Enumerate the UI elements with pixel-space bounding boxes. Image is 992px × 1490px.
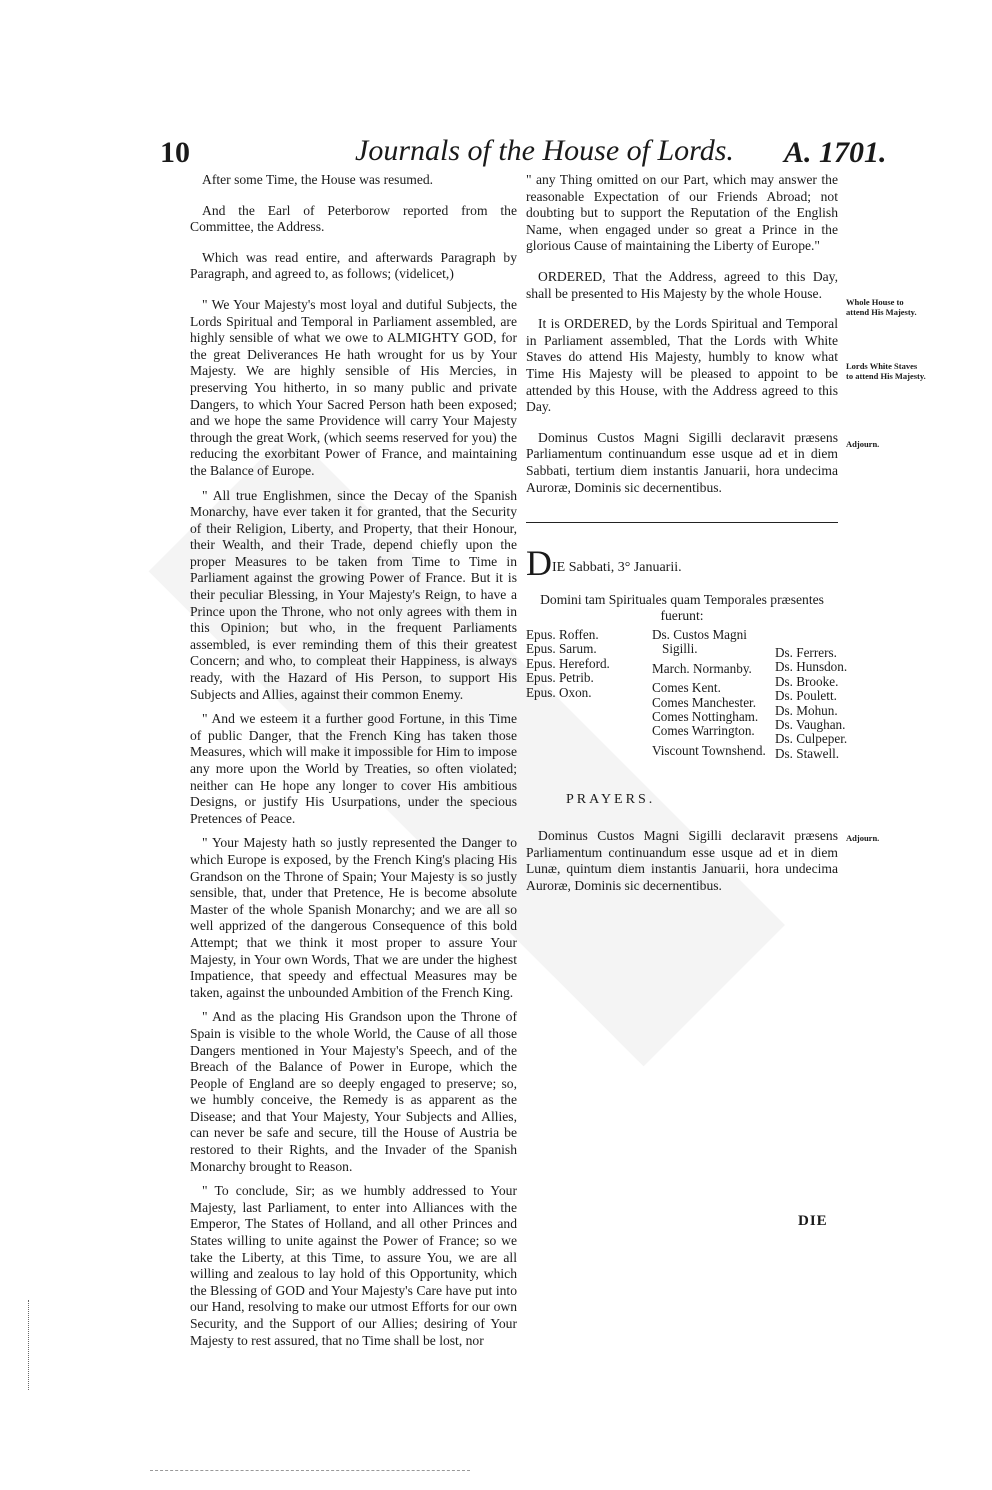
adjournment-first: Dominus Custos Magni Sigilli declaravit præsens Parliamentum continuandum esse usque ad et in diem Sabbati, tertium diem instantis Januarii, hora undecima Auroræ, Dominis sic decernentibus. <box>526 429 838 495</box>
roster-entry: Ds. Culpeper. <box>775 731 848 747</box>
address-text <box>190 297 517 1349</box>
roster-entry: Epus. Petrib. <box>526 670 594 686</box>
margin-note: Lords White Staves to attend His Majesty. <box>846 361 926 381</box>
address-paragraph: " And we esteem it a further good Fortune, in this Time of public Danger, that the French King has taken those Measures, which will make it impossible for Him to impose any more upon the World by Treaties, so often violated; neither can He hope any longer to cover His ambitious Designs, or justify His Usurpations, under the specious Pretences of Peace. <box>190 711 517 826</box>
journal-title: Journals of the House of Lords. <box>355 134 734 167</box>
roster-barons <box>775 646 847 761</box>
address-continuation: " any Thing omitted on our Part, which may answer the reasonable Expectation of our Friends Abroad; not doubting but to support the Reputation of the English Name, when engaged under so great a Prince in the glorious Cause of maintaining the Liberty of Europe." <box>526 172 838 254</box>
roster-entry: Comes Nottingham. <box>652 709 759 725</box>
order-white-staves: It is ORDERED, by the Lords Spiritual and Temporal in Parliament assembled, That the Lords with White Staves do attend His Majesty, humbly to know what Time His Majesty will be pleased to appoint to be attended by this House, with the Address agreed to this Day. <box>526 316 838 415</box>
roster-entry: March. Normanby. <box>652 660 752 676</box>
page-number: 10 <box>160 136 190 169</box>
roster-entry: Comes Manchester. <box>652 694 757 710</box>
right-column <box>526 172 838 510</box>
roster-entry: Ds. Mohun. <box>775 702 838 718</box>
day-heading-text: IE Sabbati, 3° Januarii. <box>552 560 682 575</box>
roster-entry: Epus. Sarum. <box>526 641 597 657</box>
paragraph-read: Which was read entire, and afterwards Paragraph by Paragraph, and agreed to, as follows; (videlicet,) <box>190 249 517 282</box>
paragraph-house-resumed: After some Time, the House was resumed. <box>202 172 434 187</box>
roster-peers <box>652 628 766 758</box>
roster-entry: Epus. Roffen. <box>526 627 599 642</box>
page-header <box>0 128 992 176</box>
address-paragraph: " Your Majesty hath so justly represented the Danger to which Europe is exposed, by the French King's placing His Grandson on the Throne of Spain; Your Majesty is so justly sensible, that, under that Pretence, He is become absolute Master of the whole Spanish Monarchy; and we are all so well apprized of the dangerous Consequence of this bold Attempt; that we think it most proper to assure Your Majesty, in Your own Words, That we are under the highest Impatience, that speedy and effectual Measures may be taken, against the unbounded Ambition of the French King. <box>190 835 517 1000</box>
present-heading: Domini tam Spirituales quam Temporales præsentes fuerunt: <box>540 592 824 623</box>
address-paragraph: " We Your Majesty's most loyal and dutiful Subjects, the Lords Spiritual and Temporal in Parliament assembled, are highly sensible of what we owe to ALMIGHTY GOD, for the great Deliverances He hath wrought for us by Your Majesty. We are highly sensible of His Mercies, in preserving You hitherto, in so many public and private Dangers, to which Your Sacred Person hath been exposed; and we hope the same Providence will carry Your Majesty through the great Work, (which seems reserved for you) the reducing the exorbitant Power of France, and maintaining the Balance of Europe. <box>190 296 517 478</box>
order-address: ORDERED, That the Address, agreed to this Day, shall be presented to His Majesty by the whole House. <box>526 268 838 301</box>
address-paragraph: " And as the placing His Grandson upon the Throne of Spain is visible to the whole World, the Cause of all those Dangers mentioned in Your Majesty's Speech, and of the Breach of the Balance of Power in Europe, which the People of England are so deeply engaged to preserve; so, we humbly conceive, the Remedy is as apparent as the Disease; and that Your Majesty, Your Subjects and Allies, can never be safe and secure, till the House of Austria be restored to their Rights, and the Invader of the Spanish Monarchy brought to Reason. <box>190 1009 517 1174</box>
address-paragraph: " All true Englishmen, since the Decay of the Spanish Monarchy, have ever taken it for granted, that the Security of their Religion, Liberty, and Property, that their Honour, their Wealth, and their Trade, depend chiefly upon the proper Measures to be taken from Time to Time in Parliament against the growing Power of France. But it is their peculiar Blessing, in Your Majesty's Reign, to have a Prince upon the Throne, who not only agrees with them in this Opinion; but who, in the frequent Parliaments assembled, is ever reminding them of this their greatest Concern; and who, to compleat their Happiness, is always ready, with the Hazard of His Person, to support His Subjects and Allies, against their common Enemy. <box>190 487 517 702</box>
roster-entry: Comes Warrington. <box>652 723 755 739</box>
catchword: DIE <box>798 1213 828 1229</box>
footer-rule <box>150 1470 470 1472</box>
left-column <box>190 172 517 1357</box>
address-paragraph: " To conclude, Sir; as we humbly addressed to Your Majesty, last Parliament, to enter into Alliances with the Emperor, The States of Holland, and all other Princes and States willing to unite against the Power of France; so we take the Liberty, at this Time, to assure You, we are all willing and zealous to lay hold of this Opportunity, which the Blessing of GOD and Your Majesty's Care have put into our Hand, resolving to make our utmost Efforts for our own Security, and the Support of our Allies; desiring of Your Majesty to rest assured, that no Time shall be lost, nor <box>190 1183 517 1348</box>
roster-entry: Epus. Oxon. <box>526 684 592 700</box>
roster-entry: Ds. Ferrers. <box>775 645 837 660</box>
margin-dots <box>28 1300 32 1390</box>
margin-note: Adjourn. <box>846 439 880 449</box>
year-mark: A. 1701. <box>784 136 887 169</box>
roster-entry: Viscount Townshend. <box>652 742 766 758</box>
paragraph-report: And the Earl of Peterborow reported from the Committee, the Address. <box>190 202 517 235</box>
adjournment-second <box>526 828 838 908</box>
roster-entry: Ds. Brooke. <box>775 673 839 689</box>
roster-entry: Ds. Poulett. <box>775 688 837 704</box>
section-divider <box>526 522 838 523</box>
margin-note: Adjourn. <box>846 833 880 843</box>
day-heading <box>526 543 846 583</box>
roster-entry: Ds. Custos Magni <box>652 627 747 642</box>
roster-entry: Epus. Hereford. <box>526 655 610 671</box>
prayers-heading: PRAYERS. <box>566 792 656 807</box>
adjournment-text: Dominus Custos Magni Sigilli declaravit præsens Parliamentum continuandum esse usque ad et in diem Lunæ, quintum diem instantis Januarii, hora undecima Auroræ, Dominis sic decernentibus. <box>526 828 838 893</box>
roster-entry: Ds. Hunsdon. <box>775 659 848 675</box>
roster-entry: Sigilli. <box>662 641 698 657</box>
drop-initial: D <box>526 543 552 583</box>
roster-entry: Ds. Stawell. <box>775 745 840 761</box>
roster-bishops <box>526 628 610 700</box>
roster-entry: Comes Kent. <box>652 680 721 696</box>
roster-entry: Ds. Vaughan. <box>775 717 846 733</box>
margin-note: Whole House to attend His Majesty. <box>846 297 917 317</box>
